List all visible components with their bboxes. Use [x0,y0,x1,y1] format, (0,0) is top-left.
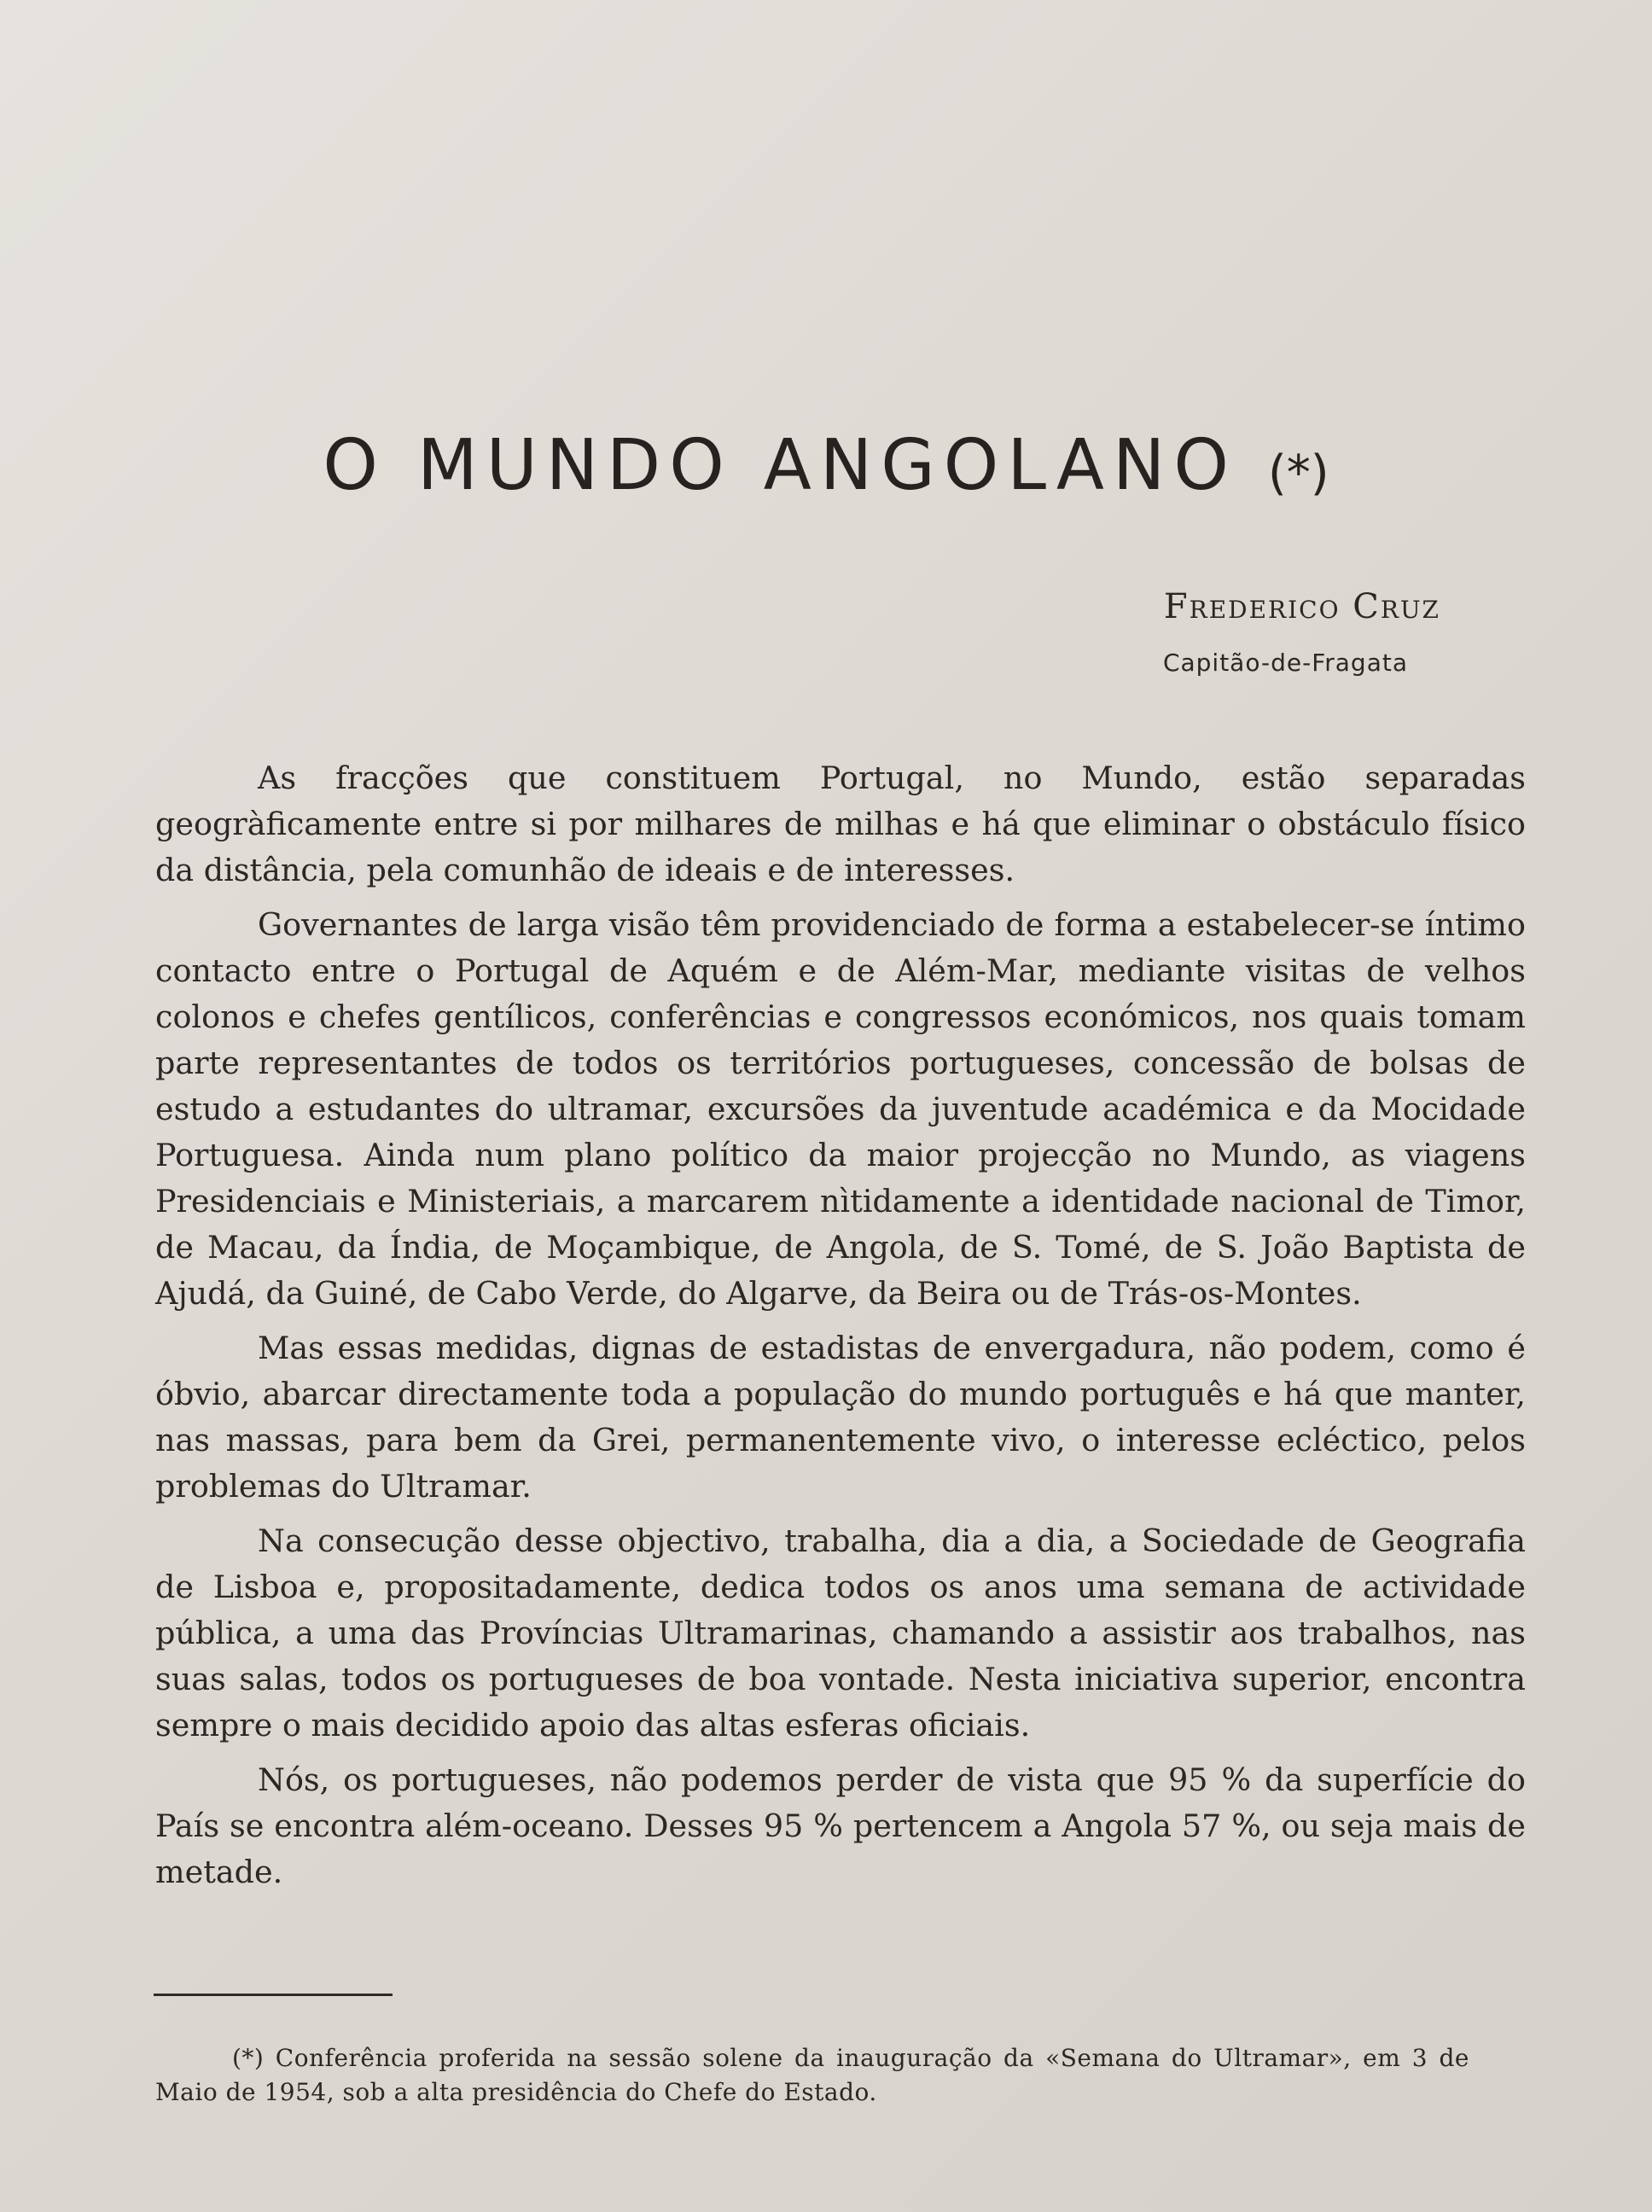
article-title-text: O MUNDO ANGOLANO [323,425,1237,506]
paragraph: Nós, os portugueses, não podemos perder de vista que 95 % da superfície do País se encontra além-oceano. Desses 95 % pertencem a Angola 57 %, ou seja mais de metade. [155,1761,1526,1890]
title-footnote-marker: (*) [1267,445,1329,501]
paragraph: Mas essas medidas, dignas de estadistas de envergadura, não podem, como é óbvio, abarcar directamente toda a população do mundo português e há que manter, nas massas, para bem da Grei, permanentemente vivo, o interesse ecléctico, pelos problemas do Ultramar. [155,1330,1526,1505]
footnote-divider [154,1994,393,1996]
paragraph: Na consecução desse objectivo, trabalha, dia a dia, a Sociedade de Geografia de Lisboa e, propositadamente, dedica todos os anos uma semana de actividade pública, a uma das Províncias Ultramarinas, chamando a assistir aos trabalhos, nas suas salas, todos os portugueses de boa vontade. Nesta iniciativa superior, encontra sempre o mais decidido apoio das altas esferas oficiais. [155,1522,1526,1743]
paragraph: Governantes de larga visão têm providenciado de forma a estabelecer-se íntimo contacto entre o Portugal de Aquém e de Além-Mar, mediante visitas de velhos colonos e chefes gentílicos, conferências e congressos económicos, nos quais tomam parte representantes de todos os territórios portugueses, concessão de bolsas de estudo a estudantes do ultramar, excursões da juventude académica e da Mocidade Portuguesa. Ainda num plano político da maior projecção no Mundo, as viagens Presidenciais e Ministeriais, a marcarem nìtidamente a identidade nacional de Timor, de Macau, da Índia, de Moçambique, de Angola, de S. Tomé, de S. João Baptista de Ajudá, da Guiné, de Cabo Verde, do Algarve, da Beira ou de Trás-os-Montes. [155,906,1526,1312]
author-rank: Capitão-de-Fragata [1162,649,1408,677]
article-title [0,425,1652,506]
paragraph: As fracções que constituem Portugal, no Mundo, estão separadas geogràficamente entre si por milhares de milhas e há que eliminar o obstáculo físico da distância, pela comunhão de ideais e de interesses. [155,760,1526,888]
author-name: Frederico Cruz [1163,587,1440,626]
footnote: (*) Conferência proferida na sessão solene da inauguração da «Semana do Ultramar», em 3 de Maio de 1954, sob a alta presidência do Chefe do Estado. [155,2044,1469,2106]
article-body [155,755,1526,1895]
